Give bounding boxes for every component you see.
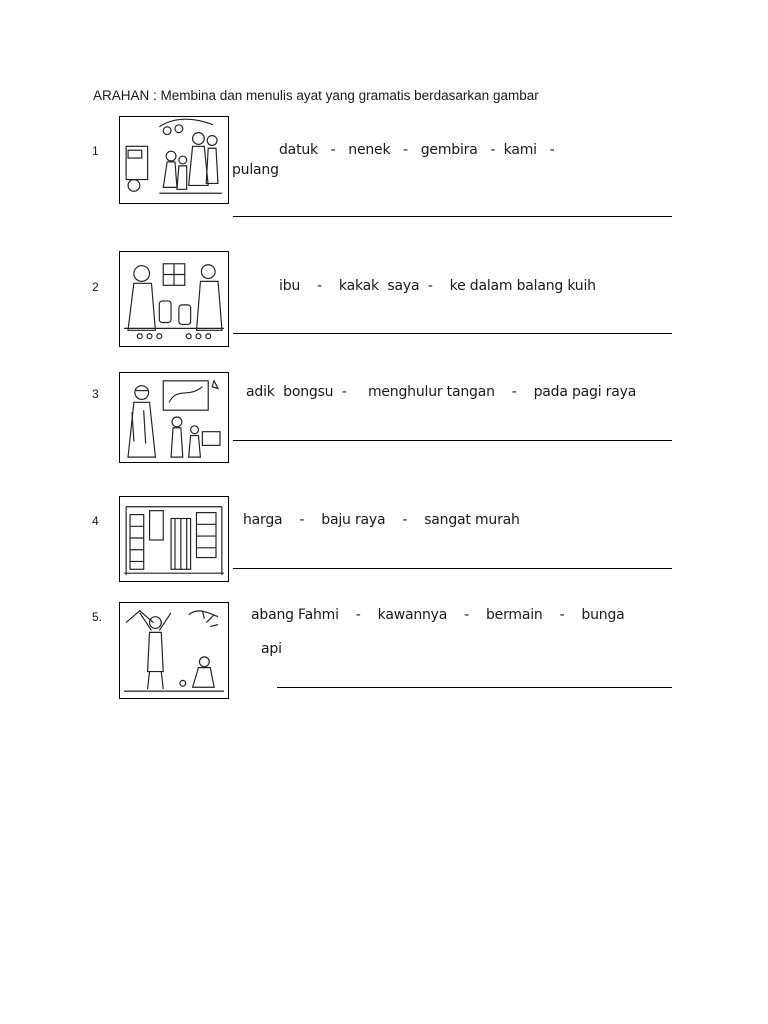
- question-picture: [119, 251, 229, 347]
- sentence-keywords: abang Fahmi - kawannya - bermain - bunga: [251, 607, 625, 623]
- sentence-keywords: datuk - nenek - gembira - kami -: [279, 142, 555, 158]
- answer-line[interactable]: [233, 568, 672, 569]
- sentence-keywords: harga - baju raya - sangat murah: [243, 512, 520, 528]
- question-picture: [119, 116, 229, 204]
- answer-line[interactable]: [233, 333, 672, 334]
- question-number: 3: [92, 387, 99, 401]
- question-picture: [119, 496, 229, 582]
- question-number: 5.: [92, 610, 103, 624]
- question-picture: [119, 372, 229, 463]
- answer-line[interactable]: [233, 216, 672, 217]
- question-number: 1: [92, 144, 99, 158]
- answer-line[interactable]: [277, 687, 672, 688]
- answer-line[interactable]: [233, 440, 672, 441]
- question-number: 2: [92, 280, 99, 294]
- sentence-keywords-continued: pulang: [232, 162, 279, 178]
- instruction-heading: ARAHAN : Membina dan menulis ayat yang gramatis berdasarkan gambar: [93, 88, 539, 103]
- sentence-keywords: adik bongsu - menghulur tangan - pada pagi raya: [246, 384, 637, 400]
- question-picture: [119, 602, 229, 699]
- sentence-keywords-continued: api: [261, 641, 282, 657]
- question-number: 4: [92, 514, 99, 528]
- sentence-keywords: ibu - kakak saya - ke dalam balang kuih: [279, 278, 596, 294]
